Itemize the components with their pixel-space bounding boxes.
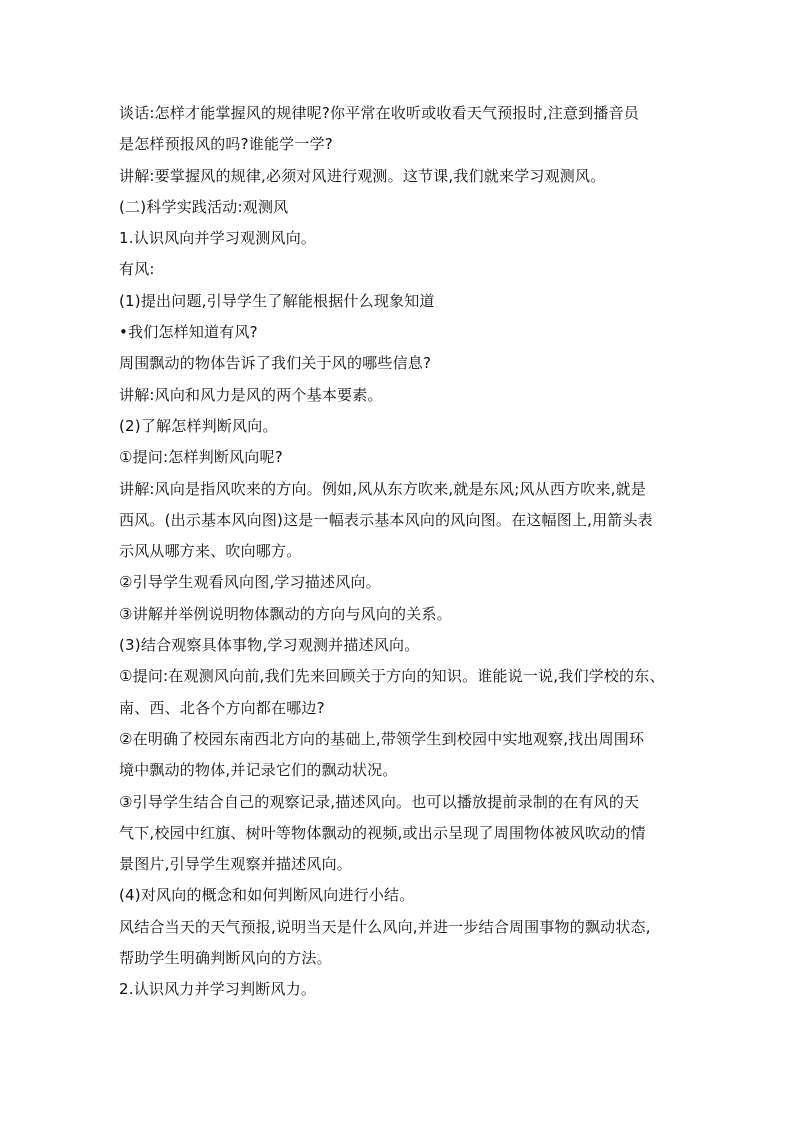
paragraph-line: (2)了解怎样判断风向。: [119, 416, 278, 435]
paragraph-line: 南、西、北各个方向都在哪边?: [119, 698, 325, 717]
paragraph-line: 是怎样预报风的吗?谁能学一学?: [119, 135, 333, 154]
paragraph-line: (3)结合观察具体事物,学习观测并描述风向。: [119, 636, 420, 655]
paragraph-line: (1)提出问题,引导学生了解能根据什么现象知道: [119, 291, 435, 310]
paragraph-line: 西风。(出示基本风向图)这是一幅表示基本风向的风向图。在这幅图上,用箭头表: [119, 510, 653, 529]
subsection-heading: 2.认识风力并学习判断风力。: [119, 980, 317, 999]
paragraph-line: 谈话:怎样才能掌握风的规律呢?你平常在收听或收看天气预报时,注意到播音员: [119, 104, 639, 122]
paragraph-line: 境中飘动的物体,并记录它们的飘动状况。: [119, 761, 398, 780]
bullet-line: •我们怎样知道有风?: [119, 323, 258, 342]
paragraph-line: (4)对风向的概念和如何判断风向进行小结。: [119, 886, 415, 905]
paragraph-line: 讲解:要掌握风的规律,必须对风进行观测。这节课,我们就来学习观测风。: [119, 166, 606, 185]
section-heading: (二)科学实践活动:观测风: [119, 197, 289, 216]
subsection-heading: 1.认识风向并学习观测风向。: [119, 229, 317, 248]
paragraph-line: 讲解:风向是指风吹来的方向。例如,风从东方吹来,就是东风;风从西方吹来,就是: [119, 479, 647, 498]
paragraph-line: 讲解:风向和风力是风的两个基本要素。: [119, 385, 383, 404]
paragraph-line: 景图片,引导学生观察并描述风向。: [119, 855, 352, 874]
paragraph-line: 气下,校园中红旗、树叶等物体飘动的视频,或出示呈现了周围物体被风吹动的情: [119, 823, 646, 842]
document-body: [119, 98, 679, 1006]
paragraph-line: ①提问:怎样判断风向呢?: [119, 448, 283, 467]
paragraph-line: 风结合当天的天气预报,说明当天是什么风向,并进一步结合周围事物的飘动状态,: [119, 917, 651, 936]
paragraph-line: 示风从哪方来、吹向哪方。: [119, 542, 302, 561]
paragraph-line: ①提问:在观测风向前,我们先来回顾关于方向的知识。谁能说一说,我们学校的东、: [119, 667, 665, 686]
paragraph-line: ③引导学生结合自己的观察记录,描述风向。也可以播放提前录制的在有风的天: [119, 792, 640, 811]
paragraph-line: 周围飘动的物体告诉了我们关于风的哪些信息?: [119, 354, 432, 373]
paragraph-line: 有风:: [119, 260, 155, 279]
paragraph-line: ②在明确了校园东南西北方向的基础上,带领学生到校园中实地观察,找出周围环: [119, 729, 645, 748]
paragraph-line: 帮助学生明确判断风向的方法。: [119, 949, 332, 968]
paragraph-line: ③讲解并举例说明物体飘动的方向与风向的关系。: [119, 604, 452, 623]
paragraph-line: ②引导学生观看风向图,学习描述风向。: [119, 573, 381, 592]
